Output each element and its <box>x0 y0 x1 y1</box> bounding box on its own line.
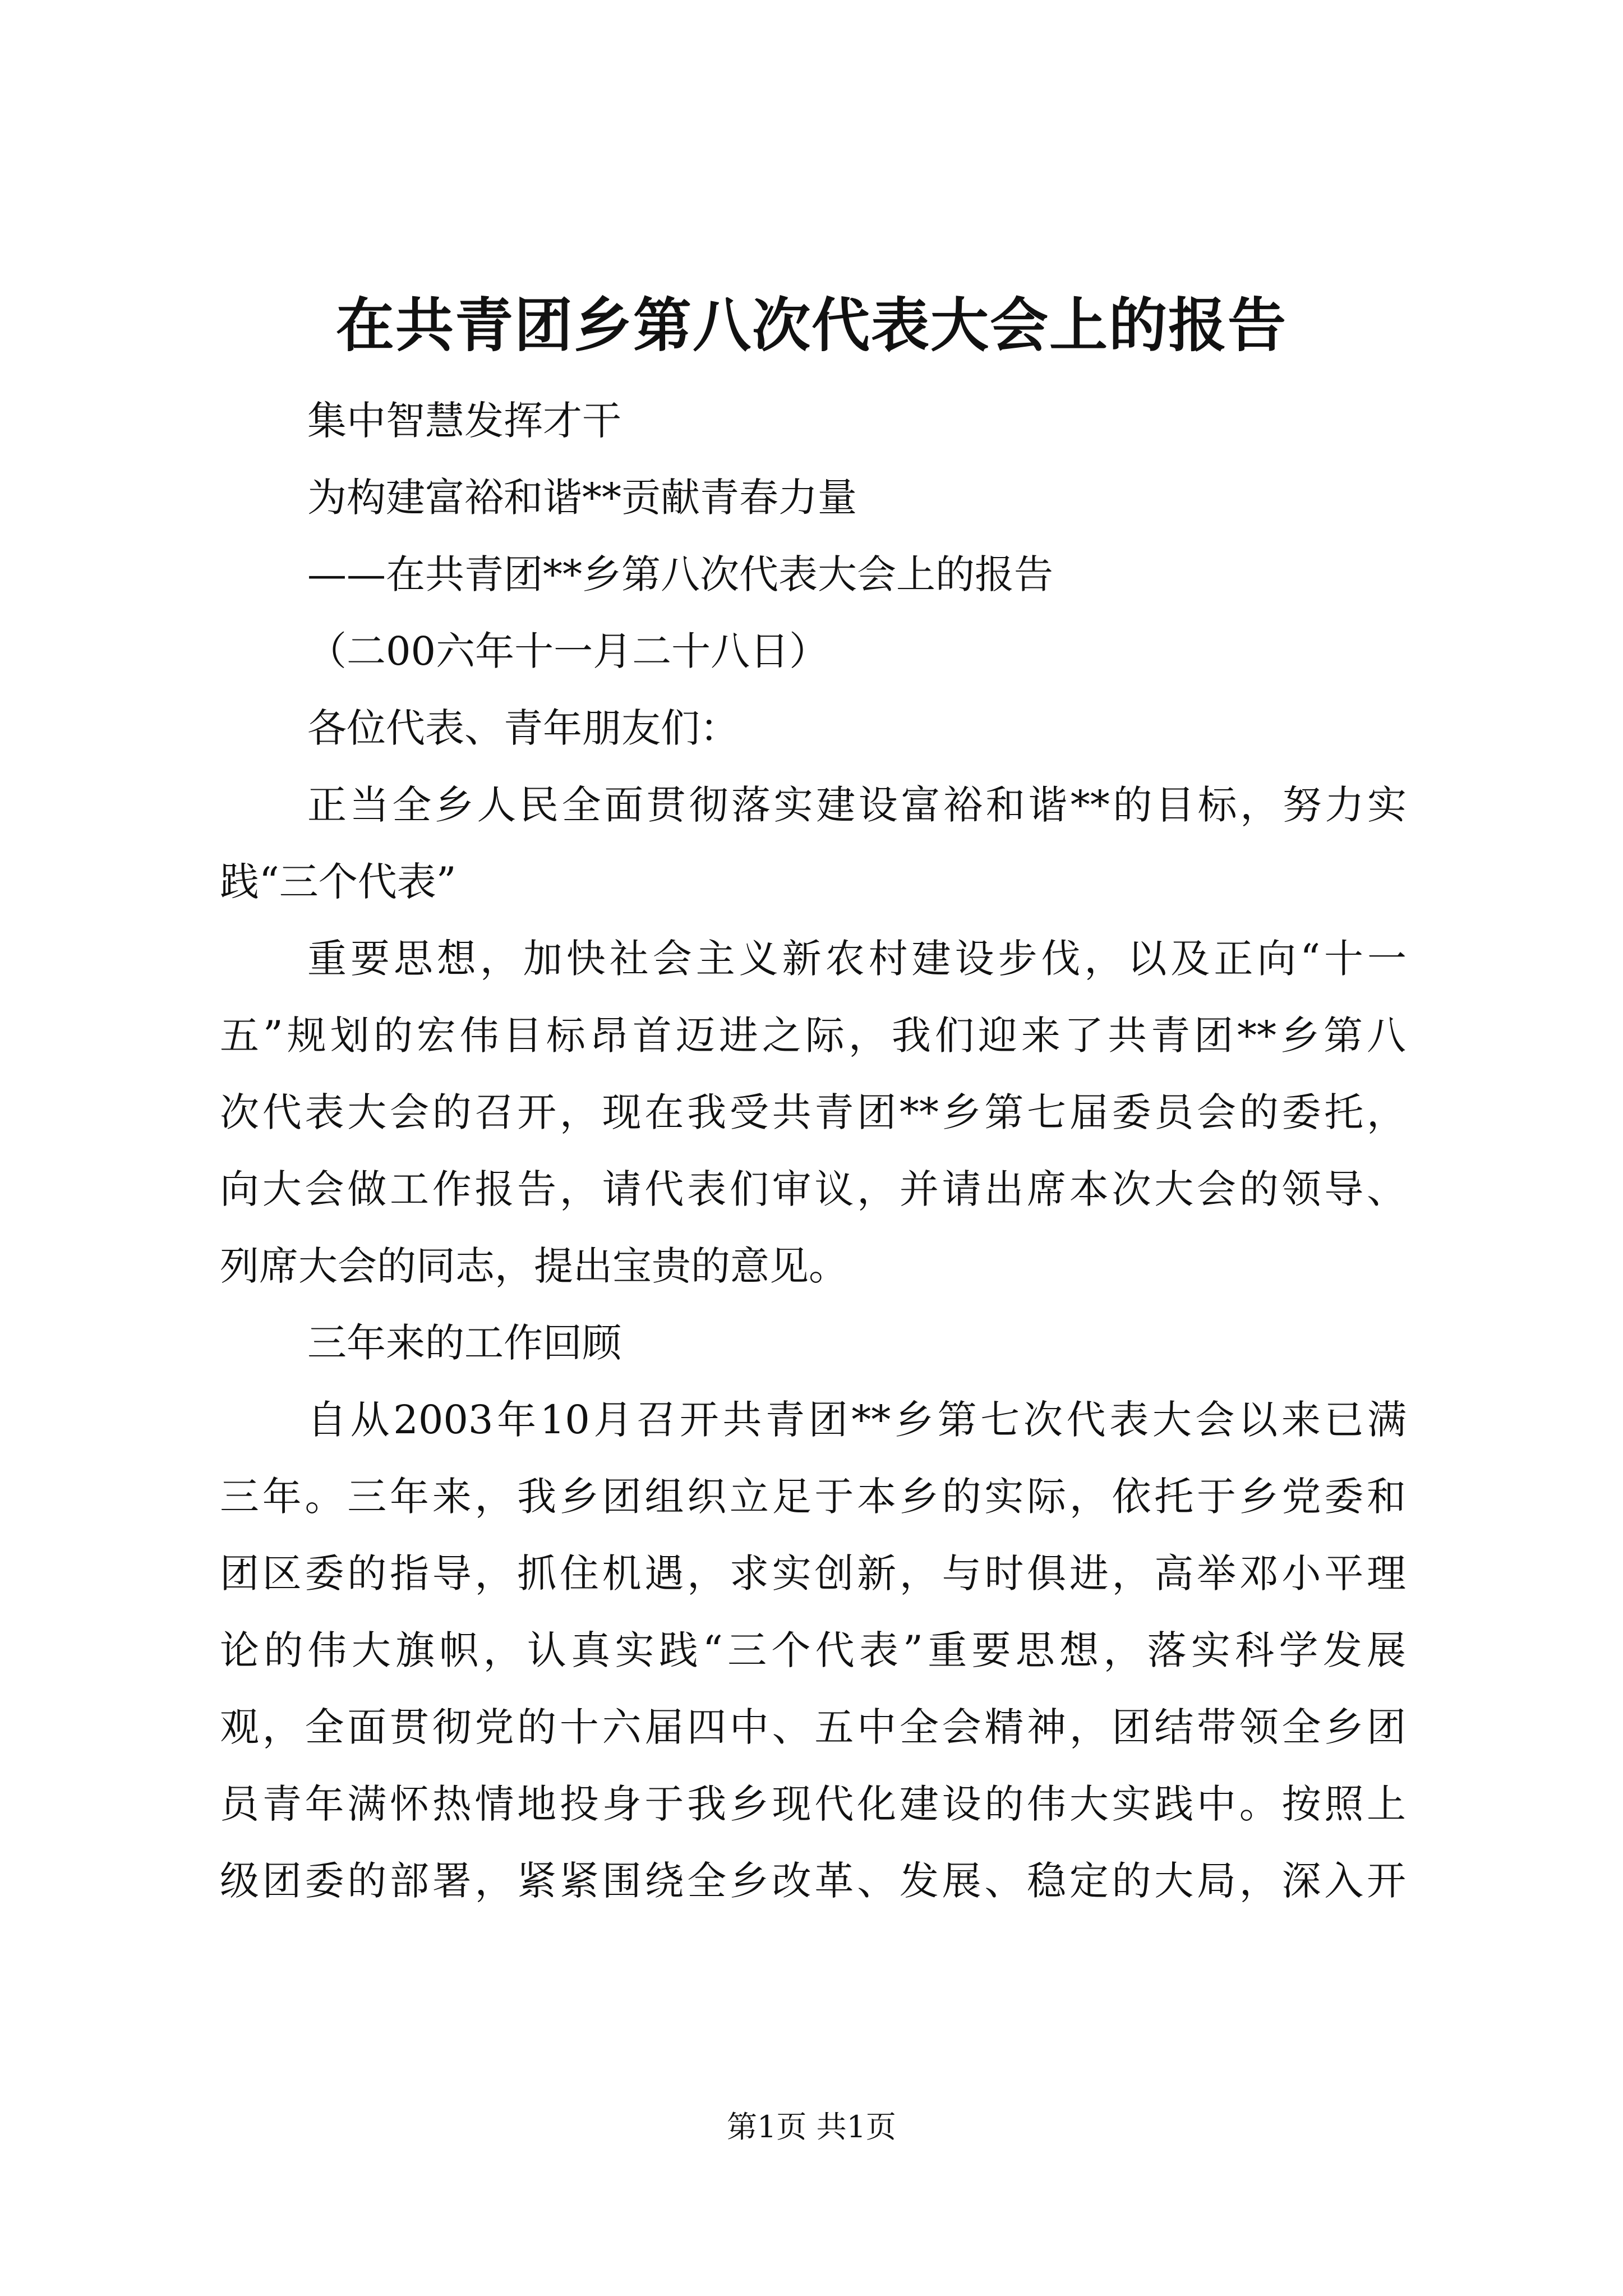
paragraph-line: 重要思想，加快社会主义新农村建设步伐，以及正向“十一 <box>307 936 1407 982</box>
paragraph-line: 次代表大会的召开，现在我受共青团**乡第七届委员会的委托， <box>220 1089 1406 1135</box>
page-footer: 第1页 共1页 <box>727 2109 896 2145</box>
section-heading: 三年来的工作回顾 <box>307 1320 621 1366</box>
paragraph-line: 观，全面贯彻党的十六届四中、五中全会精神，团结带领全乡团 <box>220 1704 1406 1750</box>
paragraph-line: 三年。三年来，我乡团组织立足于本乡的实际，依托于乡党委和 <box>220 1474 1406 1520</box>
paragraph-line: 员青年满怀热情地投身于我乡现代化建设的伟大实践中。按照上 <box>220 1781 1406 1827</box>
paragraph-line: 列席大会的同志，提出宝贵的意见。 <box>220 1243 848 1289</box>
paragraph-line: 论的伟大旗帜，认真实践“三个代表”重要思想，落实科学发展 <box>220 1627 1406 1673</box>
salutation-line: 各位代表、青年朋友们： <box>307 705 739 751</box>
document-title: 在共青团乡第八次代表大会上的报告 <box>335 291 1287 360</box>
paragraph-line: 正当全乡人民全面贯彻落实建设富裕和谐**的目标，努力实 <box>307 782 1407 828</box>
paragraph-line: 级团委的部署，紧紧围绕全乡改革、发展、稳定的大局，深入开 <box>220 1858 1406 1904</box>
date-line: （二00六年十一月二十八日） <box>307 628 829 674</box>
paragraph-line: 践“三个代表” <box>220 859 457 905</box>
paragraph-line: 自从2003年10月召开共青团**乡第七次代表大会以来已满 <box>307 1397 1407 1443</box>
subtitle-line-3: ——在共青团**乡第八次代表大会上的报告 <box>307 551 1053 597</box>
subtitle-line-2: 为构建富裕和谐**贡献青春力量 <box>307 475 857 521</box>
subtitle-line-1: 集中智慧发挥才干 <box>307 398 621 444</box>
paragraph-line: 团区委的指导，抓住机遇，求实创新，与时俱进，高举邓小平理 <box>220 1550 1406 1596</box>
paragraph-line: 向大会做工作报告，请代表们审议，并请出席本次大会的领导、 <box>220 1166 1406 1212</box>
paragraph-line: 五”规划的宏伟目标昂首迈进之际，我们迎来了共青团**乡第八 <box>220 1013 1406 1059</box>
